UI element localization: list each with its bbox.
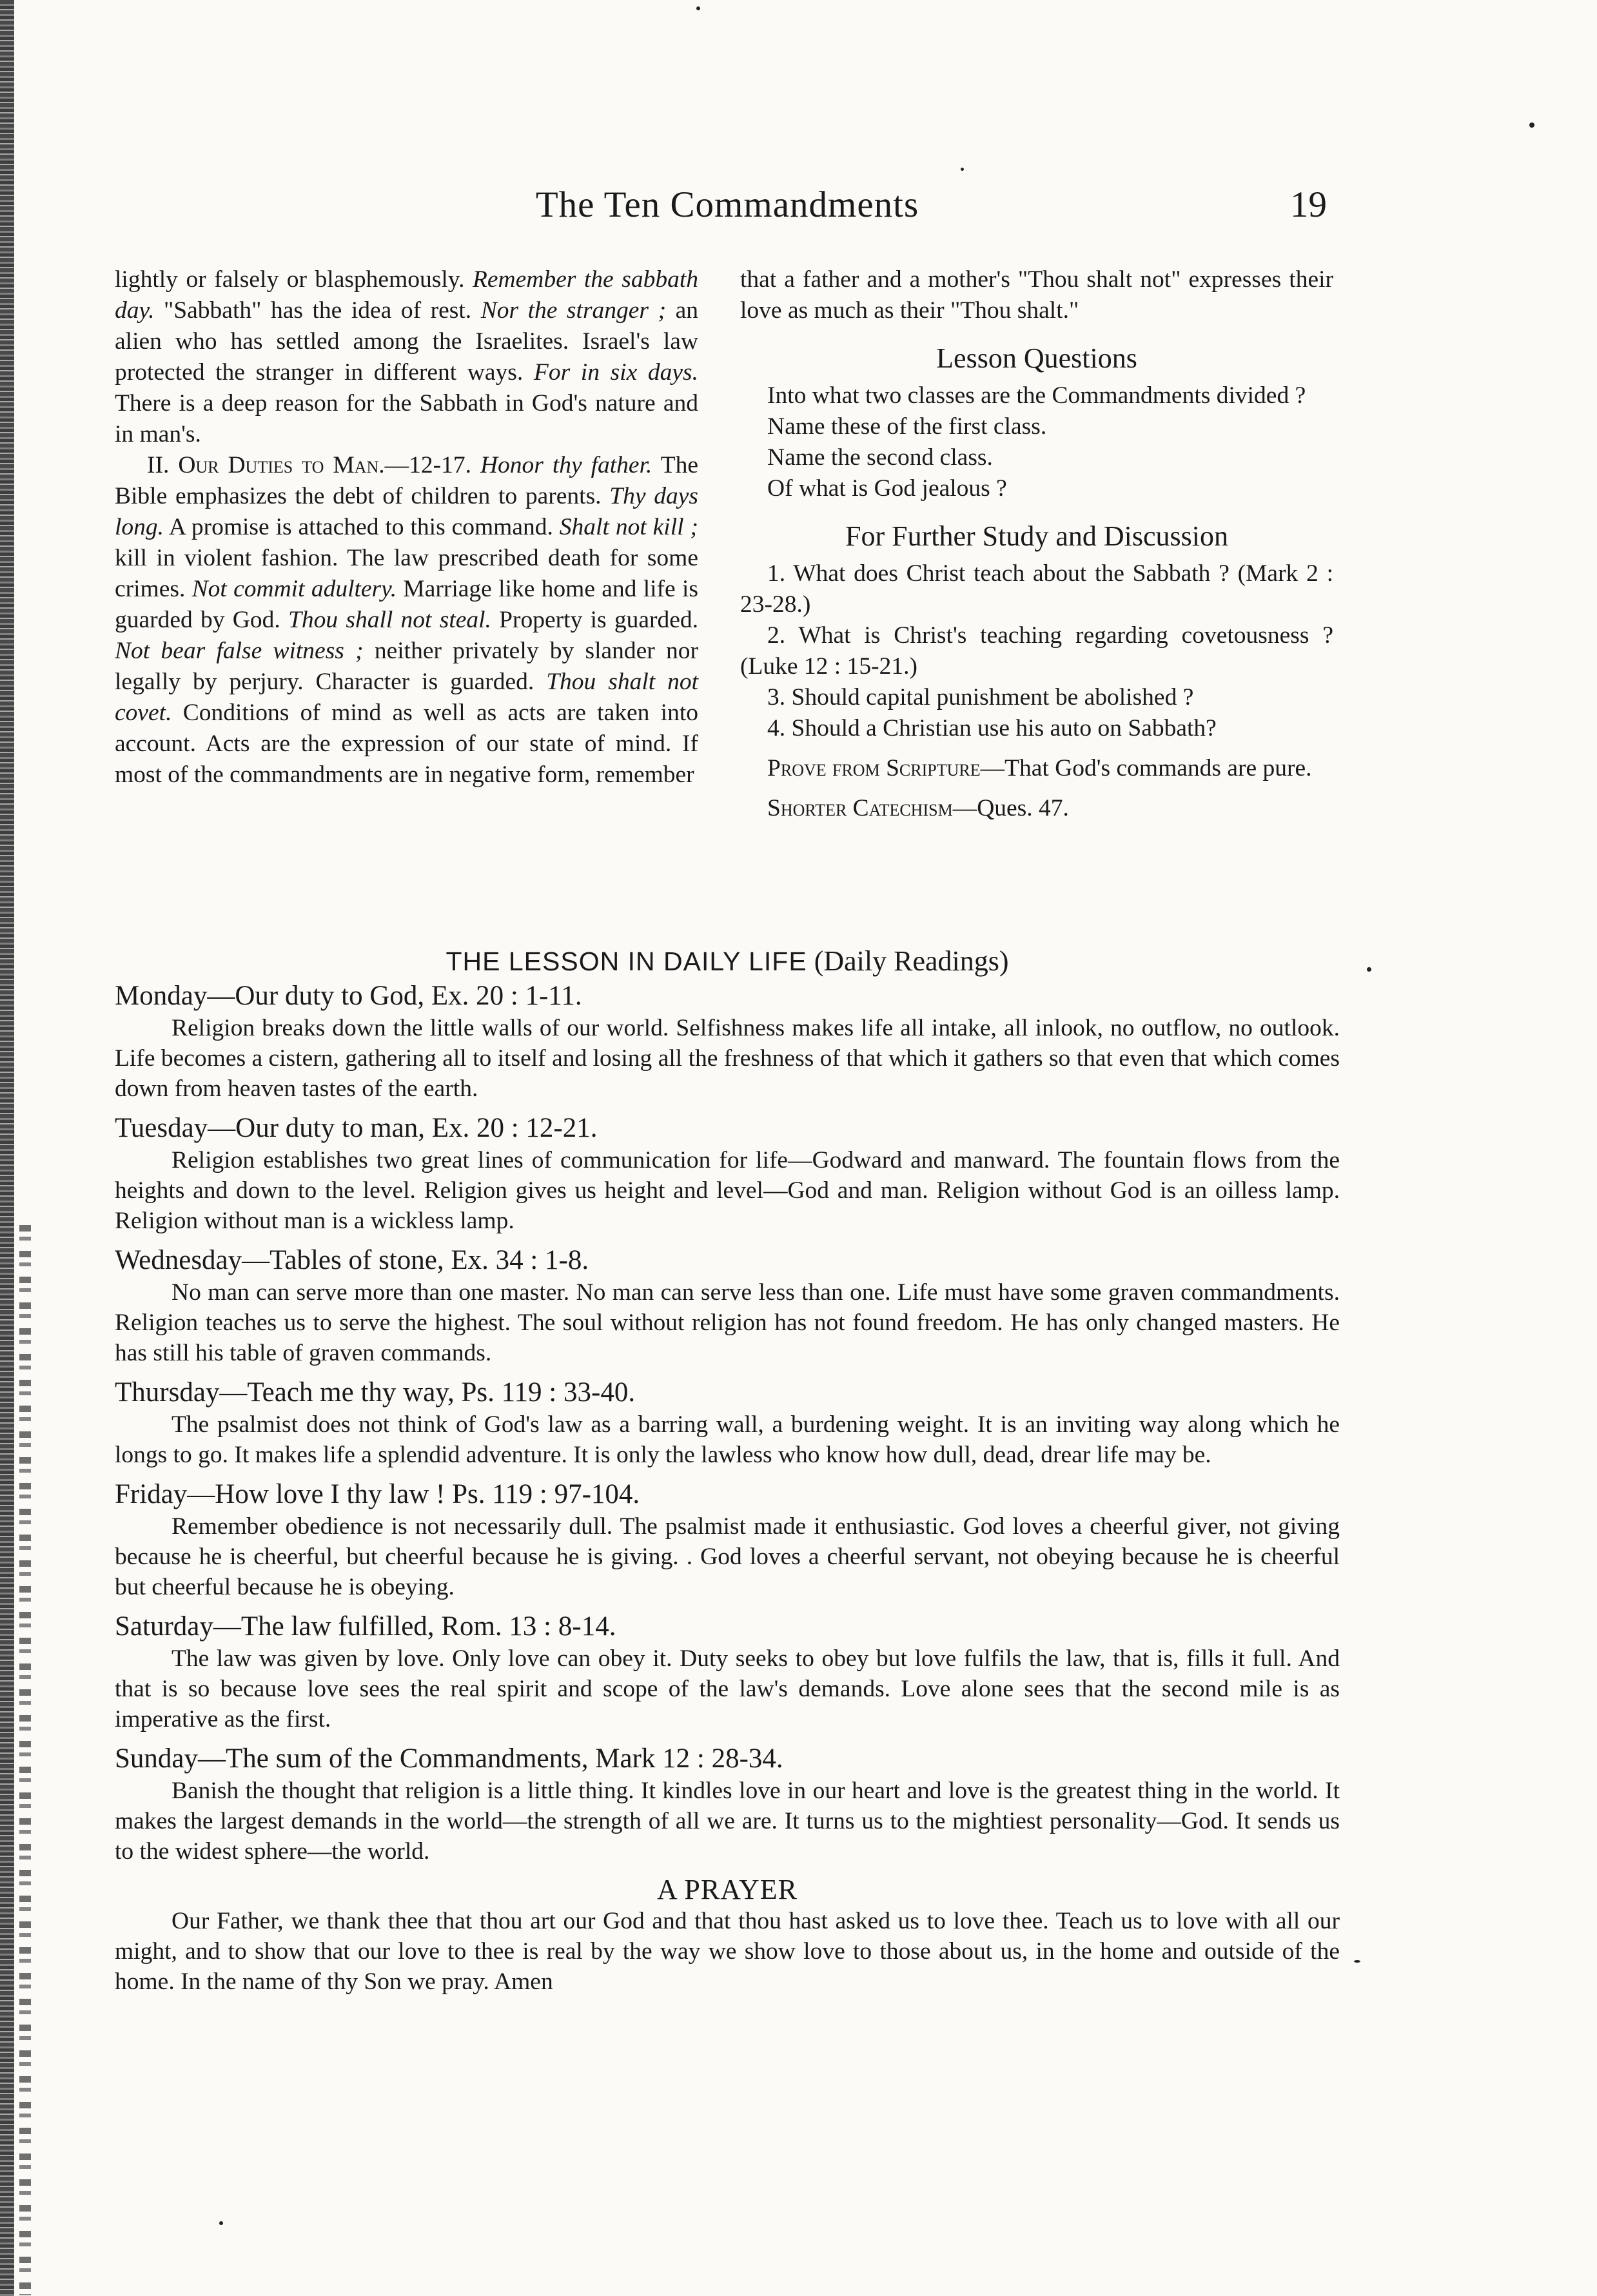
text-run: "Sabbath" has the idea of rest.: [154, 297, 481, 324]
page-header: [115, 184, 1340, 235]
day-title-saturday: Saturday—The law fulfilled, Rom. 13 : 8-14.: [115, 1611, 616, 1642]
left-paragraph-2: [115, 450, 698, 790]
page-number: 19: [1290, 184, 1327, 225]
prove-label: Prove from Scripture: [767, 755, 981, 781]
day-title-thursday: Thursday—Teach me thy way, Ps. 119 : 33-40.: [115, 1377, 636, 1408]
italic-phrase: Remember the sabbath day.: [115, 266, 699, 324]
day-text-friday: Remember obedience is not necessarily dull. The psalmist made it enthusiastic. God loves a cheerful giver, not giving because he is cheerful, but cheerful because he is giving. . God loves a cheerful servant, not obeying because he is cheerful but cheerful because he is obeying.: [115, 1513, 1340, 1600]
text-run: kill in violent fashion. The law prescribed death for some crimes.: [115, 545, 698, 602]
day-text-sunday: Banish the thought that religion is a little thing. It kindles love in our heart and love is the greatest thing in the world. It makes the largest demands in the world—the strength of all we are. It turns us to the mightiest personality—God. It sends us to the widest sphere—the world.: [115, 1778, 1340, 1865]
scan-binding-edge-lower: [19, 1225, 31, 2295]
prove-from-scripture: [740, 753, 1333, 784]
prayer-heading: A PRAYER: [657, 1874, 798, 1905]
scan-speck: [696, 6, 700, 10]
lesson-question: Of what is God jealous ?: [767, 475, 1007, 502]
scan-binding-edge: [0, 0, 14, 2296]
prove-text: —That God's commands are pure.: [980, 755, 1312, 781]
text-run: an alien who has settled among the Israelites. Israel's law protected the stranger in different ways.: [115, 297, 698, 386]
text-run: A promise is attached to this command.: [164, 514, 560, 540]
lesson-question: Name these of the first class.: [767, 413, 1047, 440]
day-text-saturday: The law was given by love. Only love can obey it. Duty seeks to obey but love fulfils the law, that is, fills it full. And that is so because love sees the real spirit and scope of the law's demands. Love alone sees that the second mile is as imperative as the first.: [115, 1645, 1340, 1732]
day-title-sunday: Sunday—The sum of the Commandments, Mark 12 : 28-34.: [115, 1743, 783, 1774]
left-paragraph-1: [115, 264, 698, 450]
scan-speck: [1354, 1960, 1360, 1963]
italic-phrase: Honor thy father.: [480, 452, 652, 478]
text-run: Property is guarded.: [491, 607, 698, 633]
day-text-tuesday: Religion establishes two great lines of communication for life—Godward and manward. The fountain flows from the heights and down to the level. Religion gives us height and level—God and man. Religion without God is an oilless lamp. Religion without man is a wickless lamp.: [115, 1147, 1340, 1234]
further-study-heading: For Further Study and Discussion: [845, 520, 1228, 552]
day-title-friday: Friday—How love I thy law ! Ps. 119 : 97-104.: [115, 1479, 640, 1509]
text-run: There is a deep reason for the Sabbath in God's nature and in man's.: [115, 390, 698, 447]
shorter-catechism: [740, 793, 1333, 824]
italic-phrase: Thou shall not steal.: [288, 607, 491, 633]
daily-heading-sub: (Daily Readings): [807, 945, 1009, 977]
day-title-wednesday: Wednesday—Tables of stone, Ex. 34 : 1-8.: [115, 1245, 589, 1275]
further-question: 3. Should capital punishment be abolished ?: [767, 684, 1194, 711]
running-title: The Ten Commandments: [535, 184, 919, 225]
italic-phrase: For in six days.: [533, 359, 698, 386]
scan-speck: [1529, 123, 1534, 128]
italic-phrase: Not bear false witness ;: [115, 638, 364, 664]
day-title-monday: Monday—Our duty to God, Ex. 20 : 1-11.: [115, 981, 582, 1011]
right-paragraph-1: that a father and a mother's "Thou shalt not" expresses their love as much as their "Thou shalt.": [740, 266, 1333, 324]
small-caps-heading: Our Duties to Man: [178, 452, 379, 478]
scan-speck: [961, 168, 964, 171]
text-run: neither privately by slander nor legally by perjury. Character is guarded.: [115, 638, 698, 695]
right-column: [740, 264, 1333, 824]
further-question: 2. What is Christ's teaching regarding covetousness ? (Luke 12 : 15-21.): [740, 622, 1333, 680]
daily-readings-heading: [115, 946, 1340, 977]
day-title-tuesday: Tuesday—Our duty to man, Ex. 20 : 12-21.: [115, 1113, 598, 1143]
day-text-monday: Religion breaks down the little walls of our world. Selfishness makes life all intake, all inlook, no outflow, no outlook. Life becomes a cistern, gathering all to itself and losing all the freshness of that which it gathers so that even that which comes down from heaven tastes of the earth.: [115, 1015, 1340, 1102]
text-run: Marriage like home and life is guarded by God.: [115, 576, 698, 633]
daily-readings-section: [115, 946, 1340, 1997]
lesson-questions-heading: Lesson Questions: [936, 342, 1137, 374]
text-run: lightly or falsely or blasphemously.: [115, 266, 473, 293]
lesson-question: Name the second class.: [767, 444, 993, 471]
further-question: 1. What does Christ teach about the Sabbath ? (Mark 2 : 23-28.): [740, 560, 1333, 618]
left-column: [115, 264, 698, 790]
lesson-question: Into what two classes are the Commandments divided ?: [767, 382, 1306, 409]
scan-speck: [1367, 967, 1371, 972]
text-run: The Bible emphasizes the debt of children to parents.: [115, 452, 698, 509]
italic-phrase: Not commit adultery.: [191, 576, 397, 602]
catechism-label: Shorter Catechism: [767, 795, 953, 821]
catechism-text: —Ques. 47.: [952, 795, 1069, 821]
daily-heading-caps: THE LESSON IN DAILY LIFE: [446, 947, 807, 976]
day-text-wednesday: No man can serve more than one master. No man can serve less than one. Life must have some graven commandments. Religion teaches us to serve the highest. The soul without religion has not found freedom. He has only changed masters. He has still his table of graven commands.: [115, 1279, 1340, 1366]
prayer-text: Our Father, we thank thee that thou art our God and that thou hast asked us to love thee. Teach us to love with all our might, and to show that our love to thee is real by the way we show love to those about us, in the home and outside of the home. In the name of thy Son we pray. Amen: [115, 1908, 1340, 1995]
day-text-thursday: The psalmist does not think of God's law as a barring wall, a burdening weight. It is an inviting way along which he longs to go. It makes life a splendid adventure. It is only the lawless who know how dull, dead, drear life may be.: [115, 1411, 1340, 1468]
text-run: .—12-17.: [378, 452, 480, 478]
italic-phrase: Shalt not kill ;: [559, 514, 698, 540]
further-question: 4. Should a Christian use his auto on Sabbath?: [767, 715, 1217, 741]
text-run: II.: [147, 452, 179, 478]
italic-phrase: Nor the stranger ;: [480, 297, 667, 324]
italic-phrase: Thou shalt not covet.: [115, 669, 698, 726]
text-run: Conditions of mind as well as acts are taken into account. Acts are the expression of our state of mind. If most of the commandments are in negative form, remember: [115, 700, 698, 788]
italic-phrase: Thy days long.: [115, 483, 699, 540]
scan-speck: [219, 2221, 223, 2225]
